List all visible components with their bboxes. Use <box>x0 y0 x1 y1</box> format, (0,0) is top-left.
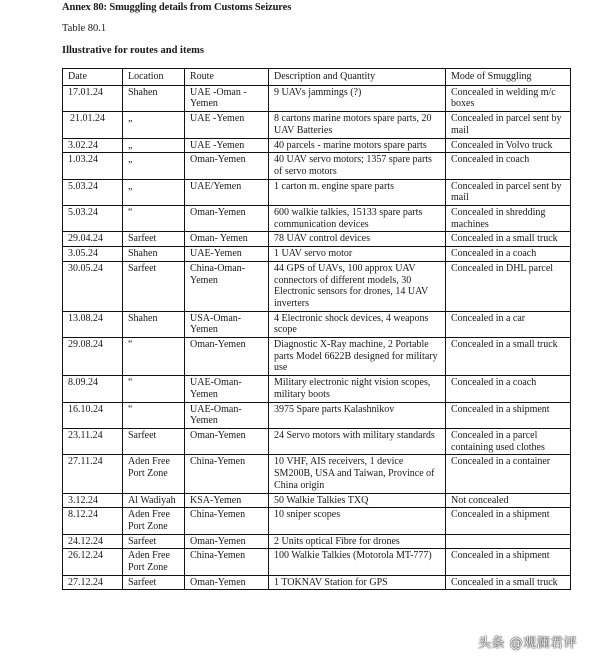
cell-route: Oman- Yemen <box>185 232 269 247</box>
cell-mode: Concealed in DHL parcel <box>446 261 571 311</box>
cell-mode: Concealed in a shipment <box>446 549 571 575</box>
table-row <box>63 455 571 493</box>
cell-route: KSA-Yemen <box>185 493 269 508</box>
cell-route: UAE/Yemen <box>185 179 269 205</box>
cell-description: 24 Servo motors with military standards <box>269 428 446 454</box>
cell-location: Aden Free Port Zone <box>123 549 185 575</box>
cell-description: 100 Walkie Talkies (Motorola MT-777) <box>269 549 446 575</box>
cell-date: 21.01.24 <box>63 112 123 138</box>
table-row <box>63 575 571 590</box>
cell-location: Aden Free Port Zone <box>123 455 185 493</box>
cell-location: “ <box>123 206 185 232</box>
cell-description: 40 parcels - marine motors spare parts <box>269 138 446 153</box>
cell-mode: Concealed in a shipment <box>446 508 571 534</box>
cell-route: UAE -Oman - Yemen <box>185 85 269 111</box>
cell-route: China-Oman-Yemen <box>185 261 269 311</box>
cell-description: 1 TOKNAV Station for GPS <box>269 575 446 590</box>
cell-route: China-Yemen <box>185 508 269 534</box>
cell-date: 3.05.24 <box>63 247 123 262</box>
cell-date: 17.01.24 <box>63 85 123 111</box>
cell-date: 8.09.24 <box>63 376 123 402</box>
cell-location: Shahen <box>123 85 185 111</box>
header-date: Date <box>63 69 123 86</box>
cell-route: UAE -Yemen <box>185 138 269 153</box>
cell-route: Oman-Yemen <box>185 206 269 232</box>
cell-mode: Concealed in shredding machines <box>446 206 571 232</box>
cell-location: “ <box>123 402 185 428</box>
cell-location: Sarfeet <box>123 534 185 549</box>
table-row <box>63 493 571 508</box>
cell-location: „ <box>123 179 185 205</box>
cell-mode: Concealed in parcel sent by mail <box>446 179 571 205</box>
cell-location: „ <box>123 112 185 138</box>
cell-mode: Concealed in a container <box>446 455 571 493</box>
cell-route: UAE-Yemen <box>185 247 269 262</box>
cell-date: 27.11.24 <box>63 455 123 493</box>
cell-location: „ <box>123 138 185 153</box>
cell-mode: Concealed in a car <box>446 311 571 337</box>
table-row <box>63 508 571 534</box>
cell-description: 10 sniper scopes <box>269 508 446 534</box>
cell-location: “ <box>123 376 185 402</box>
cell-location: Sarfeet <box>123 232 185 247</box>
cell-description: 3975 Spare parts Kalashnikov <box>269 402 446 428</box>
table-number: Table 80.1 <box>62 23 107 34</box>
cell-mode: Concealed in coach <box>446 153 571 179</box>
cell-mode: Concealed in a shipment <box>446 402 571 428</box>
cell-date: 26.12.24 <box>63 549 123 575</box>
cell-date: 27.12.24 <box>63 575 123 590</box>
table-row <box>63 153 571 179</box>
table-row <box>63 206 571 232</box>
table-row <box>63 549 571 575</box>
cell-description: 8 cartons marine motors spare parts, 20 UAV Batteries <box>269 112 446 138</box>
cell-route: Oman-Yemen <box>185 428 269 454</box>
annex-title: Annex 80: Smuggling details from Customs Seizures <box>62 2 292 13</box>
cell-location: Shahen <box>123 311 185 337</box>
table-row <box>63 534 571 549</box>
cell-date: 3.02.24 <box>63 138 123 153</box>
cell-date: 29.08.24 <box>63 338 123 376</box>
table-row <box>63 261 571 311</box>
cell-location: Sarfeet <box>123 428 185 454</box>
cell-mode <box>446 534 571 549</box>
header-route: Route <box>185 69 269 86</box>
cell-date: 30.05.24 <box>63 261 123 311</box>
cell-description: Diagnostic X-Ray machine, 2 Portable parts Model 6622B designed for military use <box>269 338 446 376</box>
cell-mode: Concealed in a small truck <box>446 338 571 376</box>
cell-description: 2 Units optical Fibre for drones <box>269 534 446 549</box>
cell-route: UAE-Oman-Yemen <box>185 402 269 428</box>
cell-date: 24.12.24 <box>63 534 123 549</box>
cell-mode: Concealed in Volvo truck <box>446 138 571 153</box>
cell-description: 1 UAV servo motor <box>269 247 446 262</box>
table-header-row <box>63 69 571 86</box>
cell-location: Sarfeet <box>123 261 185 311</box>
table-row <box>63 376 571 402</box>
cell-description: 9 UAVs jammings (?) <box>269 85 446 111</box>
header-location: Location <box>123 69 185 86</box>
table-row <box>63 402 571 428</box>
cell-description: 1 carton m. engine spare parts <box>269 179 446 205</box>
cell-mode: Concealed in welding m/c boxes <box>446 85 571 111</box>
cell-location: Aden Free Port Zone <box>123 508 185 534</box>
cell-date: 29.04.24 <box>63 232 123 247</box>
cell-route: UAE-Oman-Yemen <box>185 376 269 402</box>
cell-date: 1.03.24 <box>63 153 123 179</box>
cell-route: Oman-Yemen <box>185 338 269 376</box>
cell-mode: Concealed in a small truck <box>446 575 571 590</box>
header-mode: Mode of Smuggling <box>446 69 571 86</box>
table-row <box>63 311 571 337</box>
table-row <box>63 112 571 138</box>
cell-mode: Concealed in a coach <box>446 247 571 262</box>
cell-date: 13.08.24 <box>63 311 123 337</box>
cell-description: 4 Electronic shock devices, 4 weapons scope <box>269 311 446 337</box>
cell-location: „ <box>123 153 185 179</box>
cell-mode: Concealed in a small truck <box>446 232 571 247</box>
table-row <box>63 247 571 262</box>
cell-description: 600 walkie talkies, 15133 spare parts communication devices <box>269 206 446 232</box>
cell-location: Al Wadiyah <box>123 493 185 508</box>
cell-description: Military electronic night vision scopes, military boots <box>269 376 446 402</box>
cell-location: “ <box>123 338 185 376</box>
cell-description: 40 UAV servo motors; 1357 spare parts of servo motors <box>269 153 446 179</box>
cell-route: USA-Oman-Yemen <box>185 311 269 337</box>
table-row <box>63 232 571 247</box>
cell-route: China-Yemen <box>185 455 269 493</box>
table-row <box>63 179 571 205</box>
seizures-table <box>62 68 571 590</box>
cell-date: 8.12.24 <box>63 508 123 534</box>
cell-mode: Concealed in a coach <box>446 376 571 402</box>
header-description: Description and Quantity <box>269 69 446 86</box>
cell-date: 16.10.24 <box>63 402 123 428</box>
cell-location: Shahen <box>123 247 185 262</box>
cell-route: Oman-Yemen <box>185 534 269 549</box>
cell-route: UAE -Yemen <box>185 112 269 138</box>
table-row <box>63 138 571 153</box>
cell-mode: Concealed in a parcel containing used clothes <box>446 428 571 454</box>
watermark-text: 头条 @观澜君评 <box>478 636 578 651</box>
cell-description: 44 GPS of UAVs, 100 approx UAV connectors of different models, 30 Electronic sensors for drones, 14 UAV inverters <box>269 261 446 311</box>
cell-description: 10 VHF, AIS receivers, 1 device SM200B, USA and Taiwan, Province of China origin <box>269 455 446 493</box>
table-row <box>63 85 571 111</box>
cell-route: Oman-Yemen <box>185 575 269 590</box>
table-row <box>63 338 571 376</box>
cell-date: 23.11.24 <box>63 428 123 454</box>
cell-route: Oman-Yemen <box>185 153 269 179</box>
table-row <box>63 428 571 454</box>
cell-location: Sarfeet <box>123 575 185 590</box>
cell-date: 5.03.24 <box>63 179 123 205</box>
table-subtitle: Illustrative for routes and items <box>62 45 204 56</box>
cell-mode: Not concealed <box>446 493 571 508</box>
cell-route: China-Yemen <box>185 549 269 575</box>
cell-mode: Concealed in parcel sent by mail <box>446 112 571 138</box>
cell-date: 3.12.24 <box>63 493 123 508</box>
cell-date: 5.03.24 <box>63 206 123 232</box>
cell-description: 50 Walkie Talkies TXQ <box>269 493 446 508</box>
cell-description: 78 UAV control devices <box>269 232 446 247</box>
